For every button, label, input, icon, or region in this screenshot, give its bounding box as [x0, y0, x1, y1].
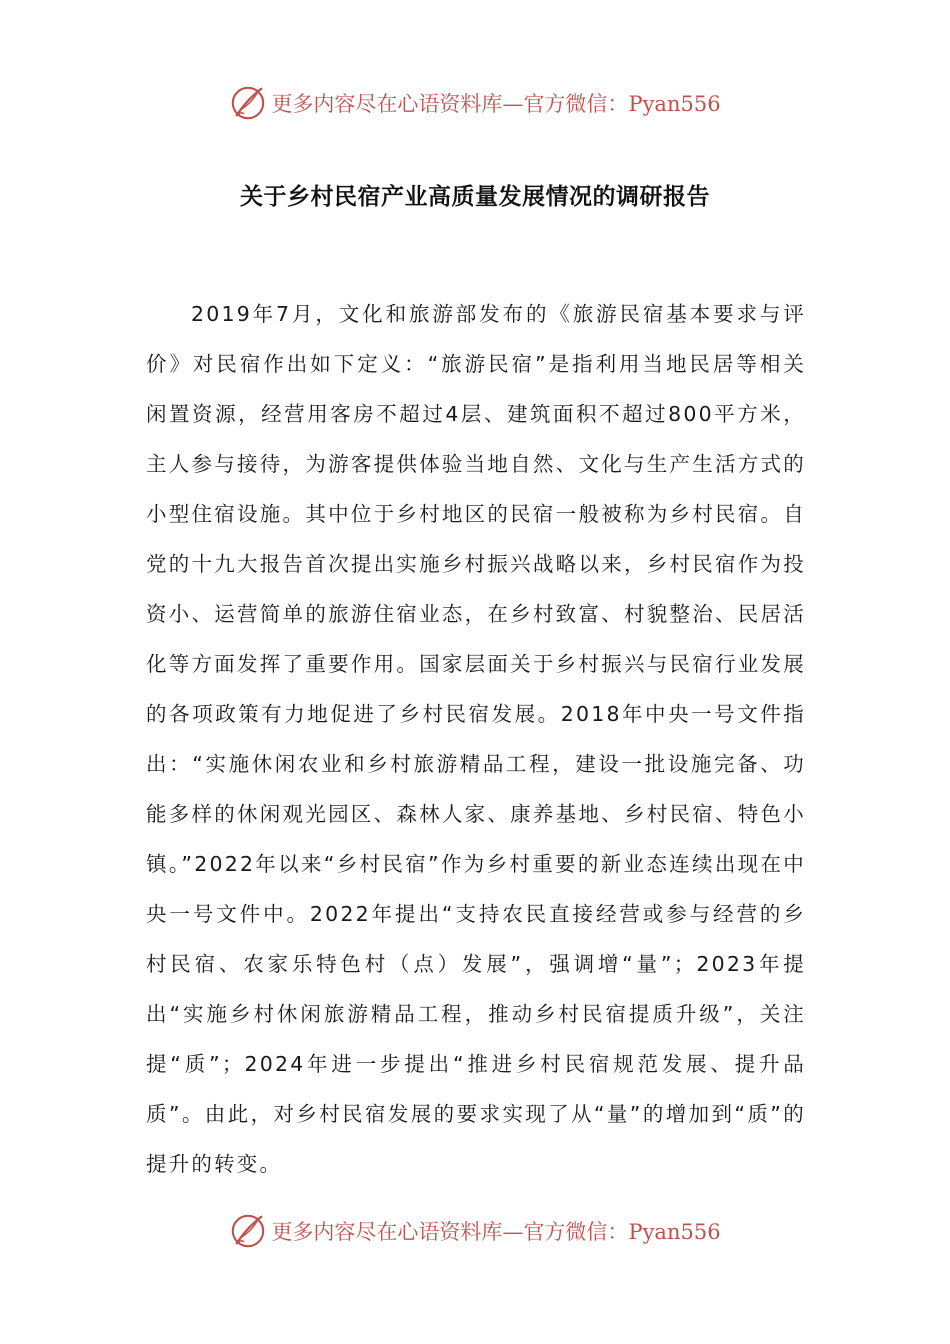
watermark-content — [229, 1212, 720, 1250]
watermark-wechat-label: 官方微信： — [523, 1220, 629, 1244]
document-title: 关于乡村民宿产业高质量发展情况的调研报告 — [240, 184, 710, 210]
watermark-content — [229, 84, 720, 122]
watermark-separator: — — [502, 1220, 524, 1244]
watermark-text — [271, 1216, 720, 1246]
footer-watermark-banner — [0, 1206, 950, 1256]
watermark-text — [271, 88, 720, 118]
watermark-wechat-label: 官方微信： — [523, 92, 629, 116]
quill-logo-icon — [229, 84, 267, 122]
watermark-wechat-id: Pyan556 — [628, 92, 721, 116]
header-watermark-banner — [0, 78, 950, 128]
watermark-separator: — — [502, 92, 524, 116]
quill-logo-icon — [229, 1212, 267, 1250]
watermark-wechat-id: Pyan556 — [628, 1220, 721, 1244]
watermark-site-text: 更多内容尽在心语资料库 — [271, 92, 503, 116]
body-paragraph: 2019年7月，文化和旅游部发布的《旅游民宿基本要求与评价》对民宿作出如下定义：“旅游民宿”是指利用当地民居等相关闲置资源，经营用客房不超过4层、建筑面积不超过800平方米，主人参与接待，为游客提供体验当地自然、文化与生产生活方式的小型住宿设施。其中位于乡村地区的民宿一般被称为乡村民宿。自党的十九大报告首次提出实施乡村振兴战略以来，乡村民宿作为投资小、运营简单的旅游住宿业态，在乡村致富、村貌整治、民居活化等方面发挥了重要作用。国家层面关于乡村振兴与民宿行业发展的各项政策有力地促进了乡村民宿发展。2018年中央一号文件指出：“实施休闲农业和乡村旅游精品工程，建设一批设施完备、功能多样的休闲观光园区、森林人家、康养基地、乡村民宿、特色小镇。”2022年以来“乡村民宿”作为乡村重要的新业态连续出现在中央一号文件中。2022年提出“支持农民直接经营或参与经营的乡村民宿、农家乐特色村（点）发展”，强调增“量”；2023年提出“实施乡村休闲旅游精品工程，推动乡村民宿提质升级”，关注提“质”；2024年进一步提出“推进乡村民宿规范发展、提升品质”。由此，对乡村民宿发展的要求实现了从“量”的增加到“质”的提升的转变。 — [146, 302, 806, 1176]
watermark-site-text: 更多内容尽在心语资料库 — [271, 1220, 503, 1244]
